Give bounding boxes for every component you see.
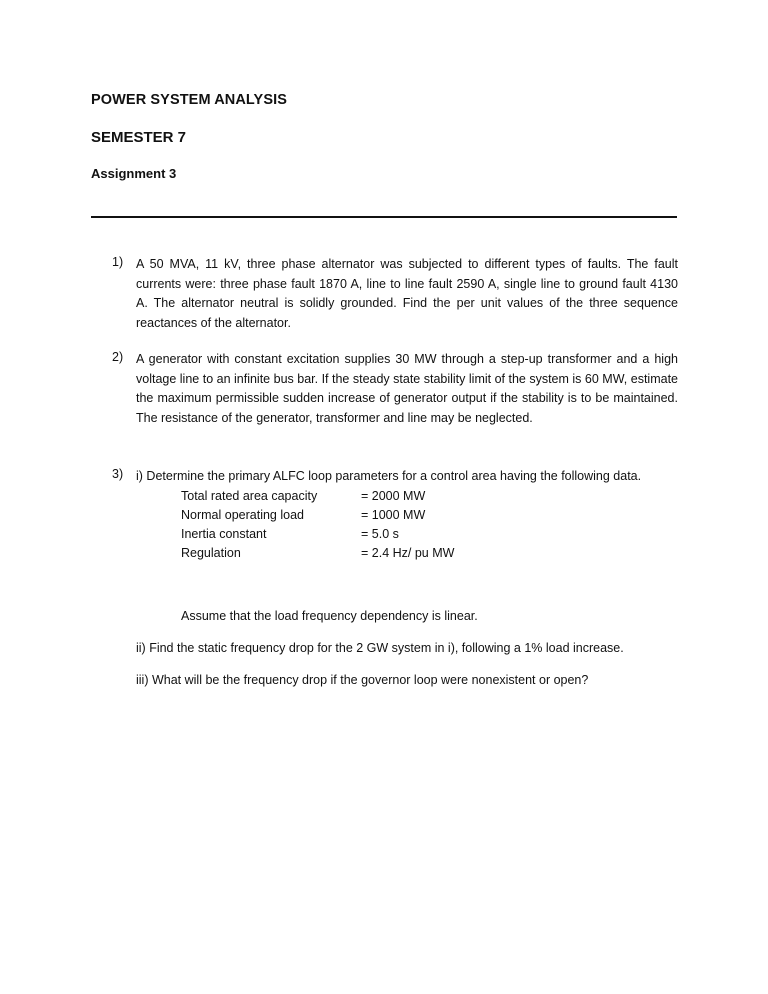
question-2-text: A generator with constant excitation supplies 30 MW through a step-up transformer and a high voltage line to an infinite bus bar. If the steady state stability limit of the system is 60 MW, estimate the maximum permissible sudden increase of generator output if the stability is to be maintained. The resistance of the generator, transformer and line may be neglected. [136,352,678,425]
question-1-number: 1) [112,255,124,269]
question-2-number: 2) [112,350,124,364]
question-3-part-iii: iii) What will be the frequency drop if the governor loop were nonexistent or open? [136,673,589,687]
question-3-part-ii: ii) Find the static frequency drop for the 2 GW system in i), following a 1% load increase. [136,641,624,655]
assignment-heading: Assignment 3 [91,166,177,181]
data-label: Total rated area capacity [181,489,318,503]
data-value: = 1000 MW [361,508,426,522]
question-3-number: 3) [112,467,124,481]
data-value: = 2000 MW [361,489,426,503]
data-label: Normal operating load [181,508,304,522]
question-3-intro: i) Determine the primary ALFC loop parameters for a control area having the following data. [136,469,642,483]
data-label: Inertia constant [181,527,267,541]
data-value: = 2.4 Hz/ pu MW [361,546,455,560]
question-3-assumption: Assume that the load frequency dependency is linear. [181,609,478,623]
document-title: POWER SYSTEM ANALYSIS [91,92,288,108]
data-value: = 5.0 s [361,527,399,541]
data-label: Regulation [181,546,241,560]
horizontal-divider [91,216,677,218]
question-1-text: A 50 MVA, 11 kV, three phase alternator was subjected to different types of faults. The fault currents were: three phase fault 1870 A, line to line fault 2590 A, single line to ground fault 4130 A. The alternator neutral is solidly grounded. Find the per unit values of the three sequence reactances of the alternator. [136,257,678,330]
semester-heading: SEMESTER 7 [91,129,187,146]
